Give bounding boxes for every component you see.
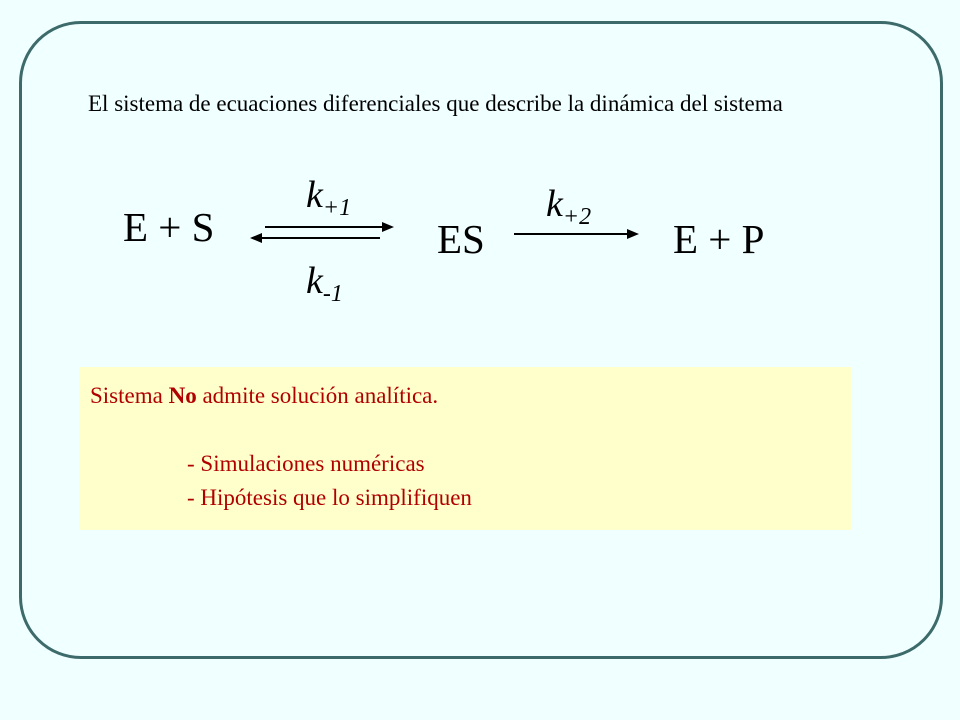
catalytic-arrowhead — [627, 229, 639, 239]
forward-arrowhead — [382, 222, 394, 232]
rate-constant-catalytic-sub: +2 — [562, 204, 592, 230]
products-label: E + P — [673, 216, 765, 262]
rate-constant-forward-sub: +1 — [322, 195, 352, 221]
note-item: - Simulaciones numéricas — [187, 451, 425, 476]
rate-constant-reverse-base: k — [306, 260, 323, 302]
reactants-label: E + S — [123, 204, 215, 250]
note-item: - Hipótesis que lo simplifiquen — [187, 485, 472, 510]
intro-text: El sistema de ecuaciones diferenciales que describe la dinámica del sistema — [88, 91, 783, 116]
reverse-arrowhead — [250, 233, 262, 243]
note-box — [79, 367, 852, 530]
note-line-1-start: Sistema — [90, 383, 169, 408]
rate-constant-catalytic-base: k — [546, 183, 563, 225]
note-line-1-end: admite solución analítica. — [196, 383, 439, 408]
note-spacer — [90, 413, 841, 447]
note-line-1 — [90, 379, 841, 413]
rate-constant-reverse-sub: -1 — [322, 281, 343, 307]
rate-constant-forward-base: k — [306, 174, 323, 216]
complex-label: ES — [437, 216, 485, 262]
note-emphasis: No — [168, 383, 197, 408]
